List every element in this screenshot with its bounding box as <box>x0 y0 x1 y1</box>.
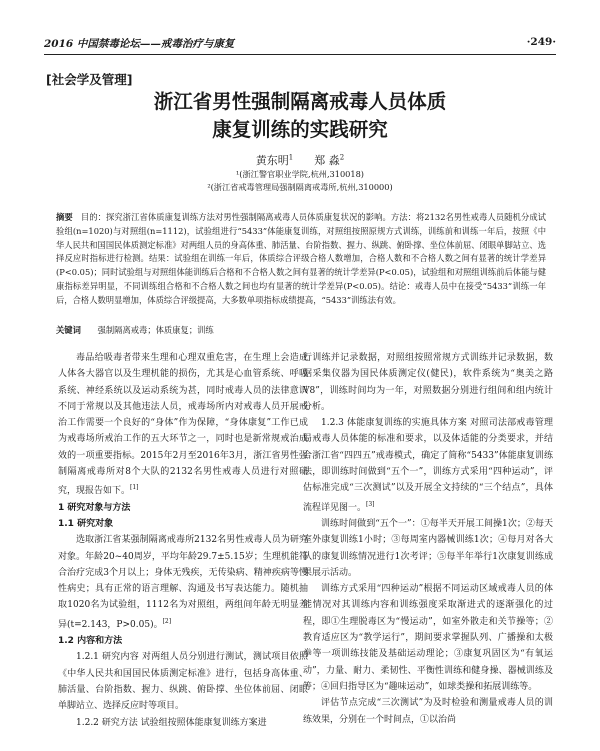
header-rule <box>44 54 556 55</box>
author-1-sup: 1 <box>288 153 294 162</box>
title-line-2: 康复训练的实践研究 <box>212 118 388 141</box>
keywords-text: 强制隔离戒毒；体质康复；训练 <box>97 325 214 335</box>
abstract <box>56 211 546 308</box>
left-column <box>58 350 308 731</box>
affiliation-2: ²(浙江省戒毒管理局强制隔离戒毒所,杭州,310000) <box>207 182 393 192</box>
right-column <box>303 350 553 728</box>
citation-2: [2] <box>162 617 172 625</box>
section-1-1-heading: 1.1 研究对象 <box>58 518 114 529</box>
method-paragraph: 1.2.2 研究方法 试验组按照体能康复训练方案进 <box>76 717 267 728</box>
author-2-sup: 2 <box>339 153 345 162</box>
intro-paragraph: 毒品给吸毒者带来生理和心理双重危害，在生理上会造成人体各大器官以及生理机能的损伤，尤其是心血管系统、呼吸系统、神经系统以及运动系统为甚，同时戒毒人员的法律意识不同于常规以及其他违法人员，戒毒场所内对戒毒人员开展戒治工作需要一个良好的“身体”作为保障，“身体康复”工作已成为戒毒场所戒治工作的五大环节之一，同时也是新常规戒治成效的一项重要指标。2015年2月至2016年3月，浙江省男性强制隔离戒毒所对8个大队的2132名男性戒毒人员进行对照研究，现报告如下。[1] <box>58 353 308 497</box>
keywords <box>56 324 546 336</box>
training-mode-paragraph: 训练方式采用“四种运动”根据不同运动区域戒毒人员的体能情况对其训练内容和训练强度采取渐进式的逐渐强化的过程，即①生理脱毒区为“慢运动”，如室外散走和关节操等；②教育适应区为“教学运行”，期间要求掌握队列、广播操和太极拳等一项训练技能及基础运动理论；③康复巩固区为“有氧运动”，力量、耐力、柔韧性、平衡性训练和健身操、器械训练及等；④回归指导区为“趣味运动”，如球类操和拓展训练等。 <box>303 584 553 692</box>
authors <box>0 152 600 168</box>
section-1-heading: 1 研究对象与方法 <box>58 502 131 513</box>
running-header <box>44 36 556 52</box>
abstract-label: 摘要 <box>56 212 73 222</box>
section-1-2-heading: 1.2 内容和方法 <box>58 636 123 647</box>
subjects-paragraph: 选取浙江省某强制隔离戒毒所2132名男性戒毒人员为研究对象。年龄20~40周岁，平均年龄29.7±5.15岁；生理机能符合治疗完成3个月以上；身体无残疾，无传染病、精神疾病等慢性病史；具有正常的语言理解、沟通及书写表达能力。随机抽取1020名为试验组，1112名为对照组，两组间年龄无明显差异(t=2.143，P>0.05)。[2] <box>58 535 308 630</box>
journal-title: 2016 中国禁毒论坛——戒毒治疗与康复 <box>44 38 235 50</box>
author-1: 黄东明 <box>255 154 289 167</box>
abstract-text: 目的：探究浙江省体质康复训练方法对男性强制隔离戒毒人员体质康复状况的影响。方法：将2132名男性戒毒人员随机分成试验组(n=1020)与对照组(n=1112)，试验组进行“5433”体能康复训练，对照组按照原规方式训练，训练前和训练一年后，按照《中华人民共和国国民体质测定标准》对两组人员的身高体重、肺活量、台阶指数、握力、纵跳、俯卧撑、坐位体前屈、闭眼单脚站立、选择反应时指标进行检测。结果：试验组在训练一年后，体质综合评级合格人数增加，合格人数和不合格人数之间有显著的统计学差异(P<0.05)；同时试验组与对照组体能训练后合格和不合格人数之间有显著的统计学差异(P<0.05)，试验组和对照组训练前后体能与健康指标差异明显，不同训练组合格和不合格人数之间也均有显著的统计学差异(P<0.05)。结论：戒毒人员中在接受“5433”训练一年后，合格人数明显增加，体质综合评级提高，大多数单项指标成绩提高，“5433”训练法有效。 <box>56 212 546 305</box>
assessment-paragraph: 评估节点完成“三次测试”为及时检验和测量戒毒人员的训练效果，分别在一个时间点，①以治尚 <box>303 698 553 725</box>
article-title <box>0 88 600 144</box>
citation-3: [3] <box>366 500 375 508</box>
section-tag: [社会学及管理] <box>46 72 133 87</box>
title-line-1: 浙江省男性强制隔离戒毒人员体质 <box>153 90 447 113</box>
affiliation-1: ¹(浙江警官职业学院,杭州,310018) <box>235 169 364 179</box>
affiliations <box>0 168 600 194</box>
page-number: ·249· <box>526 36 556 48</box>
training-time-paragraph: 训练时间做到“五个一”：①每半天开展工间操1次；②每天室外康复训练1小时；③每周室内器械训练1次；④每月对各大队的康复训练情况进行1次考评；⑤每半年举行1次康复训练成果展示活动。 <box>303 518 553 578</box>
citation-1: [1] <box>130 484 139 492</box>
content-paragraph: 1.2.1 研究内容 对两组人员分别进行测试，测试项目依照《中华人民共和国国民体质测定标准》进行，包括身高体重、肺活量、台阶指数、握力、纵跳、俯卧撑、坐位体前屈、闭眼单脚站立、选择反应时等项目。 <box>58 652 308 712</box>
author-2: 郑 淼 <box>314 154 340 167</box>
keywords-label: 关键词 <box>56 325 81 335</box>
plan-paragraph: 1.2.3 体能康复训练的实施具体方案 对照司法部戒毒管理局戒毒人员体能的标准和要求，以及体适能的分类要求，并结合浙江省“四四五”戒毒模式，确定了简称“5433”体能康复训练法，即训练时间做到“五个一”，训练方式采用“四种运动”，评估标准完成“三次测试”以及开展全文持续的“三个结点”，具体流程详见图一。[3] <box>303 418 553 513</box>
method-continued-paragraph: 行训练并记录数据，对照组按照常规方式训练并记录数据，数据采集仪器为国民体质测定仪(健民)，软件系统为“奥美之路V8”，训练时间均为一年，对照数据分别进行组间和组内统计分析。 <box>303 353 553 412</box>
